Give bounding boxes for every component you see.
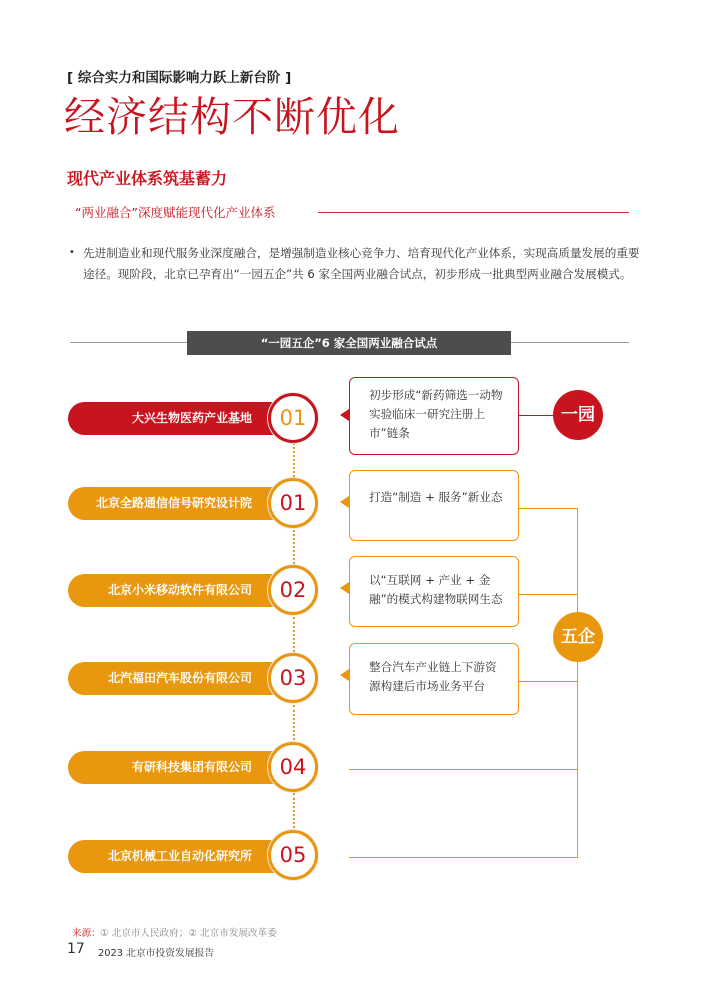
org-pill: 大兴生物医药产业基地	[68, 402, 300, 435]
org-pill: 有研科技集团有限公司	[68, 751, 300, 784]
pointer-arrow	[340, 409, 349, 421]
yiyuan-circle: 一园	[553, 390, 603, 440]
section-tag: [ 综合实力和国际影响力跃上新台阶 ]	[67, 70, 292, 86]
number-circle: 01	[268, 478, 318, 528]
source-label: 来源：	[72, 928, 101, 939]
sub-subheading: “两业融合”深度赋能现代化产业体系	[75, 205, 276, 220]
dotted-connector	[293, 443, 295, 477]
pointer-arrow	[340, 496, 349, 508]
bracket-line	[519, 508, 578, 509]
subheading-rule	[318, 212, 629, 213]
pointer-arrow	[340, 669, 349, 681]
description-box: 初步形成“新药筛选一动物实验临床一研究注册上市”链条	[349, 377, 519, 455]
pointer-arrow	[340, 582, 349, 594]
dotted-connector	[293, 705, 295, 740]
source-text: ① 北京市人民政府；② 北京市发展改革委	[100, 928, 277, 939]
number-circle: 02	[268, 565, 318, 615]
bullet-icon: •	[69, 247, 75, 258]
org-pill: 北京全路通信信号研究设计院	[68, 487, 300, 520]
bracket-line	[349, 769, 578, 770]
bullet-paragraph: 先进制造业和现代服务业深度融合，是增强制造业核心竞争力、培育现代化产业体系，实现高质量发展的重要途径。现阶段，北京已孕育出“一园五企”共 6 家全国两业融合试点，初步形成一批典型两业融合发展模式。	[83, 246, 640, 281]
banner-rule-left	[70, 342, 187, 343]
description-box: 以“互联网 + 产业 + 金融”的模式构建物联网生态	[349, 556, 519, 627]
page-title: 经济结构不断优化	[64, 93, 400, 141]
yiyuan-connector	[519, 415, 553, 416]
description-box: 打造“制造 + 服务”新业态	[349, 470, 519, 541]
bracket-line	[519, 594, 578, 595]
dotted-connector	[293, 530, 295, 564]
dotted-connector	[293, 617, 295, 652]
org-pill: 北汽福田汽车股份有限公司	[68, 662, 300, 695]
page-number: 17	[67, 941, 85, 957]
diagram-banner: “一园五企”6 家全国两业融合试点	[187, 331, 511, 355]
report-name: 2023 北京市投资发展报告	[98, 948, 215, 959]
number-circle: 01	[268, 393, 318, 443]
bracket-line	[349, 857, 578, 858]
description-box: 整合汽车产业链上下游资源构建后市场业务平台	[349, 643, 519, 715]
banner-rule-right	[511, 342, 629, 343]
number-circle: 05	[268, 830, 318, 880]
wuqi-circle: 五企	[553, 612, 603, 662]
number-circle: 04	[268, 742, 318, 792]
org-pill: 北京小米移动软件有限公司	[68, 574, 300, 607]
subheading: 现代产业体系筑基蓄力	[67, 169, 228, 188]
org-pill: 北京机械工业自动化研究所	[68, 840, 300, 873]
bracket-spine	[577, 508, 578, 858]
dotted-connector	[293, 793, 295, 828]
bracket-line	[519, 681, 578, 682]
number-circle: 03	[268, 653, 318, 703]
